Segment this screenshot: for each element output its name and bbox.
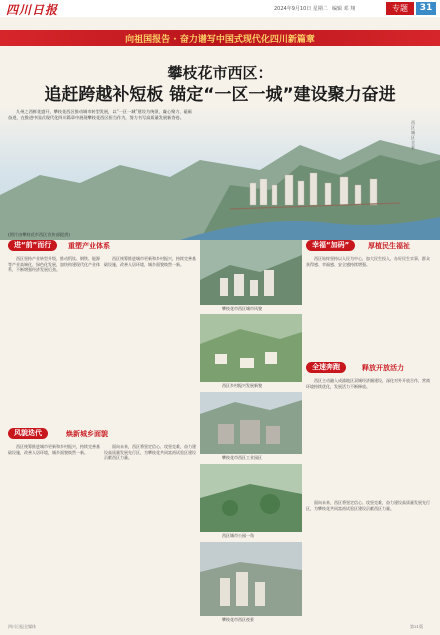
photo-park-image [200,464,302,532]
headline-line-1: 攀枝花市西区： [167,64,273,82]
article-column-a2 [104,256,196,267]
column-c-text: 西区始终坚持以人民为中心，加大民生投入，办好民生实事，群众获得感、幸福感、安全感持续增强。 [306,256,430,267]
photo-village [200,314,302,382]
hero-panorama-photo [0,105,440,240]
editor-credit: 编辑 邓 翔 [332,6,356,12]
photo-2-caption: 西区乡村振兴发展新貌 [222,383,262,388]
photo-1-caption: 攀枝花市西区城市风貌 [222,306,262,311]
photo-night [200,542,302,616]
section-4-pill: 全速奔跑 [306,362,346,373]
article-column-b [8,444,100,455]
column-d-text: 西区主动融入成渝地区双城经济圈建设，深化对外开放合作，营商环境持续优化，发展活力不断释放。 [306,378,430,389]
photo-3-caption: 攀枝花市西区工业园区 [222,455,262,460]
column-b-text: 西区统筹推进城市更新和乡村振兴，持续完善基础设施，改善人居环境，城乡面貌焕然一新。 [8,444,100,455]
article-column-a [8,256,100,273]
footer-left: 四川日报全媒体 [8,624,36,629]
masthead [0,0,440,17]
column-e2-text: 面向未来，西区将坚定信心、攻坚克难，奋力建设高质量发展先行区，为攀枝花共同富裕试验区建设贡献西区力量。 [306,500,430,511]
footer-right: 第31版 [410,624,424,629]
article-column-e2 [306,500,432,511]
article-column-c [306,256,432,267]
lead-paragraph: 九州之西鲜花盛开，攀枝花西区推动城市转型发展，以“一区一城”建设为统领，凝心聚力、砥砺奋进，在推进中国式现代化四川篇章中展现攀枝花西区担当作为，努力书写高质量发展新答卷。 [8,109,192,121]
section-3-pill: 幸福“加码” [306,240,355,251]
section-1-subtitle: 重塑产业体系 [68,242,110,250]
hero-credit: 西区城区全景 [411,120,415,150]
section-1-pill: 进“前”而行 [8,240,57,251]
photo-industry [200,392,302,454]
section-4-subtitle: 释放开放活力 [362,364,404,372]
section-3-subtitle: 厚植民生福祉 [368,242,410,250]
photo-night-image [200,542,302,616]
photo-5-caption: 攀枝花市西区夜景 [222,617,254,622]
photo-village-image [200,314,302,382]
panorama-illustration [0,105,440,240]
photo-city [200,240,302,305]
photo-4-caption: 西区城市公园一角 [222,533,254,538]
banner-text: 向祖国报告 · 奋力谱写中国式现代化四川新篇章 [125,35,315,45]
page-number: 31 [416,2,436,15]
theme-banner [0,30,440,46]
article-column-e [104,444,196,461]
hero-caption: (图片由攀枝花市西区宣传部提供) [8,232,70,237]
issue-date: 2024年9月10日 星期二 [274,6,328,12]
section-2-subtitle: 焕新城乡面貌 [66,430,108,438]
headline-line-2: 追赶跨越补短板 锚定“一区一城”建设聚力奋进 [44,85,396,105]
section-label: 专题 [386,2,414,15]
column-e-text: 面向未来，西区将坚定信心、攻坚克难，奋力建设高质量发展先行区，为攀枝花共同富裕试验区建设贡献西区力量。 [104,444,196,461]
photo-industry-image [200,392,302,454]
photo-park [200,464,302,532]
newspaper-logo: 四川日报 [6,3,59,17]
column-a-text: 西区坚持产业转型升级，推动钒钛、钢铁、能源等产业高端化、绿色化发展，加快构建现代化产业体系，不断增强经济发展后劲。 [8,256,100,273]
photo-city-image [200,240,302,305]
column-a2-text: 西区统筹推进城市更新和乡村振兴，持续完善基础设施，改善人居环境，城乡面貌焕然一新。 [104,256,196,267]
section-2-pill: 风貌迭代 [8,428,48,439]
article-column-d [306,378,432,389]
